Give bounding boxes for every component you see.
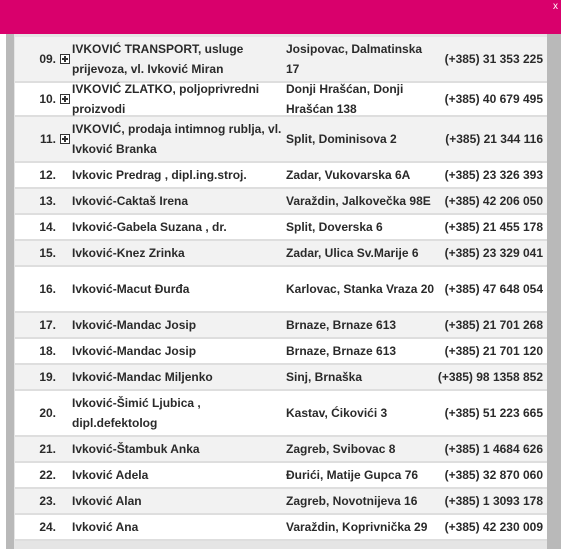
row-number: 20. — [39, 406, 56, 420]
row-number: 15. — [39, 246, 56, 260]
table-row[interactable] — [15, 241, 547, 267]
business-name[interactable]: Ivković-Mandac Josip — [72, 318, 197, 332]
row-number: 14. — [39, 220, 56, 234]
business-name[interactable]: IVKOVIĆ TRANSPORT, usluge prijevoza, vl. Ivković Miran — [72, 42, 244, 76]
phone-number: (+385) 21 701 120 — [444, 344, 543, 358]
phone-number: (+385) 51 223 665 — [444, 406, 543, 420]
row-number: 09. — [39, 52, 56, 66]
row-number: 23. — [39, 494, 56, 508]
row-number: 16. — [39, 282, 56, 296]
expander-spacer — [56, 341, 72, 361]
phone-number: (+385) 23 329 041 — [444, 246, 543, 260]
business-name[interactable]: Ivković-Mandac Josip — [72, 344, 197, 358]
phone-number: (+385) 31 353 225 — [444, 52, 543, 66]
expand-plus-icon[interactable] — [56, 129, 72, 149]
table-row[interactable] — [15, 391, 547, 437]
business-address: Brnaze, Brnaze 613 — [286, 318, 397, 332]
directory-rows — [15, 37, 547, 541]
business-name[interactable]: Ivković-Knez Zrinka — [72, 246, 185, 260]
business-name[interactable]: Ivković-Gabela Suzana , dr. — [72, 220, 227, 234]
business-name[interactable]: Ivković Ana — [72, 520, 139, 534]
business-address: Đurići, Matije Gupca 76 — [286, 468, 419, 482]
phone-number: (+385) 21 344 116 — [445, 132, 543, 146]
phone-number: (+385) 23 326 393 — [444, 168, 543, 182]
table-row[interactable] — [15, 83, 547, 117]
business-address: Zadar, Ulica Sv.Marije 6 — [286, 246, 419, 260]
phone-number: (+385) 40 679 495 — [444, 92, 543, 106]
phone-number: (+385) 1 4684 626 — [444, 442, 543, 456]
row-number: 22. — [39, 468, 56, 482]
expander-spacer — [56, 465, 72, 485]
row-number: 13. — [39, 194, 56, 208]
expander-spacer — [56, 367, 72, 387]
table-row[interactable] — [15, 37, 547, 83]
business-address: Zagreb, Novotnijeva 16 — [286, 494, 418, 508]
directory-table — [14, 34, 547, 549]
business-name[interactable]: Ivković-Caktaš Irena — [72, 194, 189, 208]
business-address: Varaždin, Jalkovečka 98E — [286, 194, 431, 208]
business-address: Zagreb, Svibovac 8 — [286, 442, 396, 456]
phone-number: (+385) 1 3093 178 — [444, 494, 543, 508]
row-number: 24. — [39, 520, 56, 534]
business-address: Sinj, Brnaška — [286, 370, 363, 384]
row-number: 12. — [39, 168, 56, 182]
table-row[interactable] — [15, 489, 547, 515]
top-banner — [0, 0, 561, 34]
expand-plus-icon[interactable] — [56, 89, 72, 109]
table-row[interactable] — [15, 117, 547, 163]
phone-number: (+385) 47 648 054 — [444, 282, 543, 296]
row-number: 10. — [39, 92, 56, 106]
row-number: 19. — [39, 370, 56, 384]
business-name[interactable]: IVKOVIĆ ZLATKO, poljoprivredni proizvodi — [72, 82, 260, 116]
business-name[interactable]: IVKOVIĆ, prodaja intimnog rublja, vl. Ivković Branka — [72, 122, 282, 156]
row-number: 17. — [39, 318, 56, 332]
business-address: Josipovac, Dalmatinska 17 — [286, 42, 423, 76]
table-row[interactable] — [15, 267, 547, 313]
business-name[interactable]: Ivković-Mandac Miljenko — [72, 370, 213, 384]
expander-spacer — [56, 217, 72, 237]
phone-number: (+385) 98 1358 852 — [437, 370, 543, 384]
table-row[interactable] — [15, 163, 547, 189]
phone-number: (+385) 21 701 268 — [444, 318, 543, 332]
business-name[interactable]: Ivković Adela — [72, 468, 149, 482]
business-address: Brnaze, Brnaze 613 — [286, 344, 397, 358]
business-name[interactable]: Ivkovic Predrag , dipl.ing.stroj. — [72, 168, 247, 182]
table-row[interactable] — [15, 189, 547, 215]
business-name[interactable]: Ivković-Macut Đurđa — [72, 282, 190, 296]
business-address: Kastav, Ćikovići 3 — [286, 406, 388, 420]
business-name[interactable]: Ivković-Štambuk Anka — [72, 442, 200, 456]
table-row[interactable] — [15, 365, 547, 391]
expander-spacer — [56, 191, 72, 211]
table-row[interactable] — [15, 463, 547, 489]
table-row[interactable] — [15, 313, 547, 339]
expander-spacer — [56, 243, 72, 263]
business-address: Split, Doverska 6 — [286, 220, 383, 234]
business-name[interactable]: Ivković Alan — [72, 494, 142, 508]
expand-plus-icon[interactable] — [56, 49, 72, 69]
expander-spacer — [56, 491, 72, 511]
expander-spacer — [56, 517, 72, 537]
expander-spacer — [56, 403, 72, 423]
row-number: 21. — [39, 442, 56, 456]
table-row[interactable] — [15, 215, 547, 241]
business-address: Donji Hrašćan, Donji Hrašćan 138 — [286, 82, 404, 116]
phone-number: (+385) 32 870 060 — [444, 468, 543, 482]
business-name[interactable]: Ivković-Šimić Ljubica , dipl.defektolog — [72, 396, 201, 430]
business-address: Zadar, Vukovarska 6A — [286, 168, 411, 182]
row-number: 11. — [39, 132, 56, 146]
table-row[interactable] — [15, 515, 547, 541]
row-number: 18. — [39, 344, 56, 358]
expander-spacer — [56, 165, 72, 185]
expander-spacer — [56, 279, 72, 299]
expander-spacer — [56, 315, 72, 335]
table-row[interactable] — [15, 339, 547, 365]
business-address: Karlovac, Stanka Vraza 20 — [286, 282, 435, 296]
phone-number: (+385) 42 206 050 — [444, 194, 543, 208]
business-address: Varaždin, Koprivnička 29 — [286, 520, 428, 534]
phone-number: (+385) 42 230 009 — [444, 520, 543, 534]
banner-corner-mark: x — [553, 1, 558, 12]
phone-number: (+385) 21 455 178 — [444, 220, 543, 234]
expander-spacer — [56, 439, 72, 459]
table-row[interactable] — [15, 437, 547, 463]
business-address: Split, Dominisova 2 — [286, 132, 397, 146]
